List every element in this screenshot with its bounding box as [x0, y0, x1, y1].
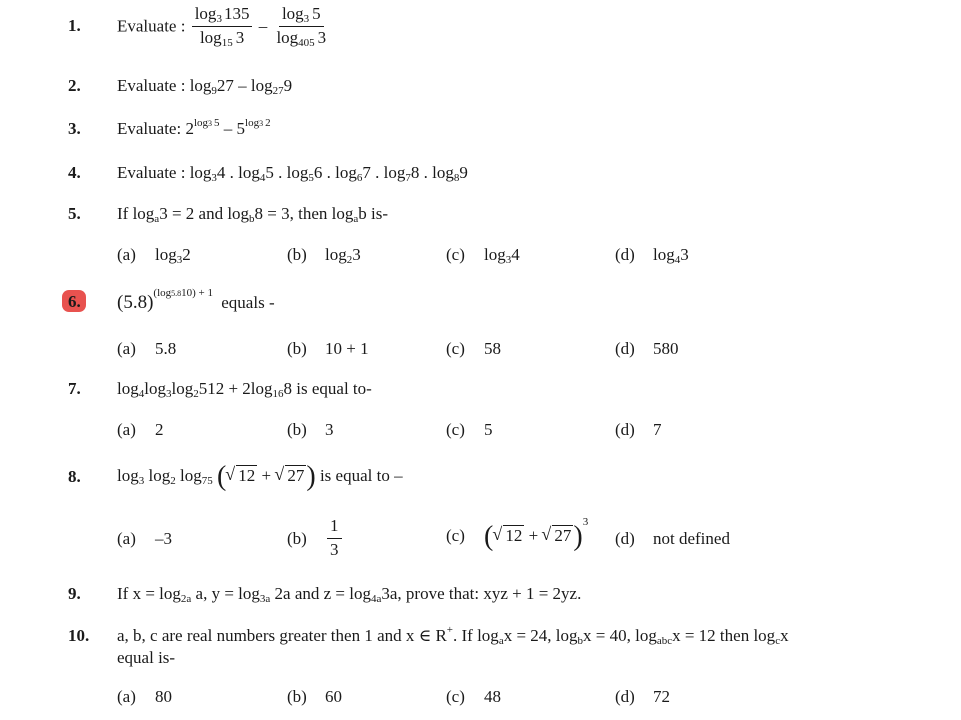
question-number: 6.	[68, 292, 81, 311]
question-number: 2.	[68, 76, 81, 95]
option-b[interactable]: (b) $\log_23$	[287, 245, 361, 266]
question-number: 5.	[68, 204, 81, 223]
option-a[interactable]: (a) 5.8	[117, 339, 177, 358]
option-d[interactable]: (d) 7	[615, 420, 662, 439]
option-b[interactable]: (b) 10 + 1	[287, 339, 369, 358]
question-number: 10.	[68, 626, 90, 645]
question-number: 4.	[68, 163, 81, 182]
fraction-2: $\frac{\log_3 5}{\log_{405} 3}$	[276, 4, 327, 49]
question-number: 7.	[68, 379, 81, 398]
option-c[interactable]: (c) 58	[446, 339, 501, 358]
question-1-text: Evaluate : $\frac{\log_3 135}{\log_{15} 3}$ – $\frac{\log_3 5}{\log_{405} 3}$	[117, 5, 331, 47]
question-7-text: $\log_4\log_3\log_2512 + 2\log_{16}8$ is equal to-	[117, 379, 372, 400]
option-c[interactable]: (c) 5	[446, 420, 493, 439]
option-a[interactable]: (a) 2	[117, 420, 164, 439]
option-a[interactable]: (a) –3	[117, 529, 172, 548]
question-number: 8.	[68, 467, 81, 486]
question-4-text: Evaluate : $\log_34$ . $\log_45$ . $\log_56$ . $\log_67$ . $\log_78$ . $\log_89$	[117, 163, 468, 184]
question-2-text: Evaluate : $\log_927 - \log_{27}9$	[117, 76, 293, 97]
question-number: 1.	[68, 16, 81, 35]
option-d[interactable]: (d) not defined	[615, 529, 730, 548]
question-number: 3.	[68, 119, 81, 138]
question-number: 9.	[68, 584, 81, 603]
sqrt-12: √ 12	[226, 467, 257, 484]
option-c[interactable]: (c) 48	[446, 687, 501, 706]
option-c[interactable]: (c) $\log_34$	[446, 245, 520, 266]
option-a[interactable]: (a) $\log_32$	[117, 245, 191, 266]
option-b[interactable]: (b) 3	[287, 420, 334, 439]
question-10-text: a, b, c are real numbers greater then 1 and x ∈ R+. If $\log_ax = 24$, $\log_bx = 40$, $\log_{abc}x = 12$ then $\log_cx$	[117, 624, 789, 647]
option-b[interactable]: (b) 60	[287, 687, 342, 706]
sqrt-27: √ 27	[275, 467, 306, 484]
option-c[interactable]: (c) (√ 12 + √ 27)$^3$	[446, 522, 588, 551]
fraction-one-third: $\frac{1}{3}$	[327, 517, 342, 559]
question-9-text: If $x = \log_{2a} a$, $y = \log_{3a} 2a$ and $z = \log_{4a}3a$, prove that: xyz + 1 = 2yz.	[117, 584, 582, 605]
question-1-prefix: Evaluate :	[117, 16, 186, 36]
fraction-1: $\frac{\log_3 135}{\log_{15} 3}$	[192, 5, 253, 47]
option-a[interactable]: (a) 80	[117, 687, 172, 706]
question-3-text: Evaluate: $2^{log3 5} - 5^{log3 2}$	[117, 117, 271, 138]
question-8-text: $\log_3 \log_2 \log_{75}$ (√ 12 + √ 27) is equal to –	[117, 463, 403, 491]
option-d[interactable]: (d) 72	[615, 687, 670, 706]
option-b[interactable]: (b) $\frac{1}{3}$	[287, 517, 344, 559]
option-d[interactable]: (d) $\log_43$	[615, 245, 689, 266]
open-paren: (	[216, 461, 227, 492]
question-10-line2: equal is-	[117, 648, 176, 667]
question-5-text: If $\log_a3 = 2$ and $\log_b8 = 3$, then $\log_ab$ is-	[117, 204, 389, 225]
close-paren: )	[306, 461, 316, 492]
question-6-text: $(5.8)^{(log5.810) + 1}$ equals -	[117, 287, 275, 313]
option-d[interactable]: (d) 580	[615, 339, 679, 358]
